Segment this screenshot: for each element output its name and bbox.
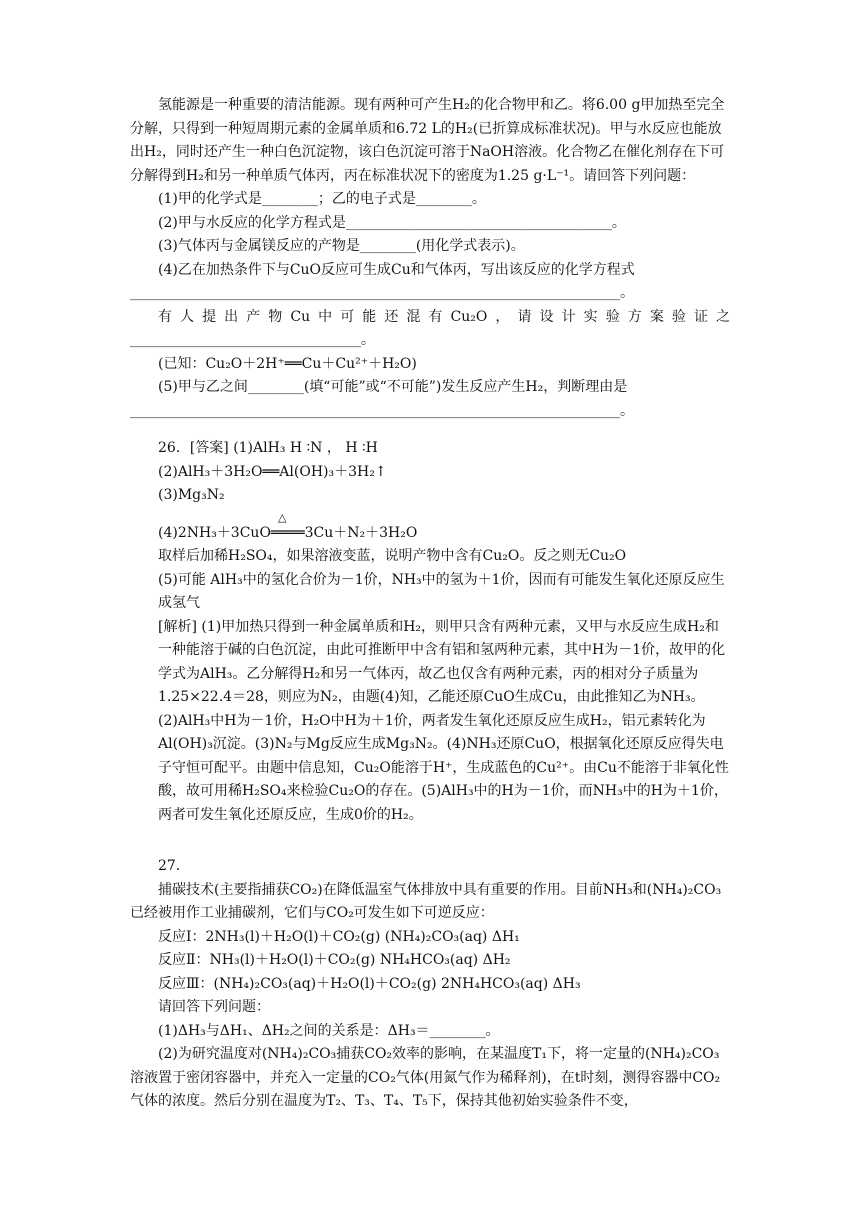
q27-reaction-1: 反应Ⅰ：2NH₃(l)＋H₂O(l)＋CO₂(g) (NH₄)₂CO₃(aq) ΔH₁: [158, 928, 520, 945]
q26-part4-known: (已知：Cu₂O＋2H⁺══Cu＋Cu²⁺＋H₂O): [158, 355, 417, 372]
q27-stem: 捕碳技术(主要指捕获CO₂)在降低温室气体排放中具有重要的作用。目前NH₃和(NH₄)₂CO₃已经被用作工业捕碳剂，它们与CO₂可发生如下可逆反应：: [130, 881, 722, 921]
q26-part3: (3)气体丙与金属镁反应的产物是________(用化学式表示)。: [158, 238, 525, 254]
q27-ask: 请回答下列问题：: [158, 999, 270, 1015]
q26-part4-blank2: _________________________________。: [130, 332, 375, 348]
q26-part4-blank: ______________________________________________________________________。: [130, 285, 634, 301]
q26-analysis: [解析] (1)甲加热只得到一种金属单质和H₂，则甲只含有两种元素，又甲与水反应生成H₂和一种能溶于碱的白色沉淀，由此可推断甲中含有铝和氢两种元素，其中H为－1价，故甲的化学式为AlH₃。乙分解得H₂和另一气体丙，故乙也仅含有两种元素，丙的相对分子质量为1.25×22.4＝28，则应为N₂，由题(4)知，乙能还原CuO生成Cu，由此推知乙为NH₃。(2)AlH₃中H为－1价，H₂O中H为＋1价，两者发生氧化还原反应生成H₂，铝元素转化为Al(OH)₃沉淀。(3)N₂与Mg反应生成Mg₃N₂。(4)NH₃还原CuO，根据氧化还原反应得失电子守恒可配平。由题中信息知，Cu₂O能溶于H⁺，生成蓝色的Cu²⁺。由Cu不能溶于非氧化性酸，故可用稀H₂SO₄来检验Cu₂O的存在。(5)AlH₃中的H为－1价，而NH₃中的H为＋1价，两者可发生氧化还原反应，生成0价的H₂。: [158, 618, 729, 823]
document-page: [130, 94, 730, 1114]
q26-part4: (4)乙在加热条件下与CuO反应可生成Cu和气体丙，写出该反应的化学方程式: [158, 261, 635, 278]
q27-number: 27．: [158, 858, 190, 874]
q26-answer-4-condition: [130, 508, 730, 522]
heat-symbol: △: [278, 510, 287, 524]
spacer: [130, 827, 730, 855]
q26-answer-3: (3)Mg₃N₂: [158, 487, 225, 503]
q26-part2: (2)甲与水反应的化学方程式是______________________________________。: [158, 214, 626, 231]
q26-part5: (5)甲与乙之间________(填“可能”或“不可能”)发生反应产生H₂，判断理由是: [158, 379, 628, 395]
q26-part1: (1)甲的化学式是________；乙的电子式是________。: [158, 191, 486, 207]
q26-answer-2: (2)AlH₃＋3H₂O══Al(OH)₃＋3H₂↑: [158, 463, 387, 480]
q26-answer-4: (4)2NH₃＋3CuO════3Cu＋N₂＋3H₂O: [158, 524, 418, 541]
spacer: [130, 423, 730, 437]
q26-answer-4b: 取样后加稀H₂SO₄，如果溶液变蓝，说明产物中含有Cu₂O。反之则无Cu₂O: [158, 548, 627, 564]
q26-answer-5: (5)可能 AlH₃中的氢化合价为－1价，NH₃中的氢为＋1价，因而有可能发生氧化还原反应生成氢气: [158, 571, 725, 611]
q26-part5-blank: ______________________________________________________________________。: [130, 402, 634, 419]
q27-reaction-3: 反应Ⅲ：(NH₄)₂CO₃(aq)＋H₂O(l)＋CO₂(g) 2NH₄HCO₃(aq) ΔH₃: [158, 975, 581, 992]
q27-reaction-2: 反应Ⅱ：NH₃(l)＋H₂O(l)＋CO₂(g) NH₄HCO₃(aq) ΔH₂: [158, 952, 511, 968]
q26-stem: 氢能源是一种重要的清洁能源。现有两种可产生H₂的化合物甲和乙。将6.00 g甲加热至完全分解，只得到一种短周期元素的金属单质和6.72 L的H₂(已折算成标准状况)。甲与水反应也能放出H₂，同时还产生一种白色沉淀物，该白色沉淀可溶于NaOH溶液。化合物乙在催化剂存在下可分解得到H₂和另一种单质气体丙，丙在标准状况下的密度为1.25 g·L⁻¹。请回答下列问题：: [130, 97, 725, 184]
q26-answer-head: 26．[答案] (1)AlH₃ H ∶N ， H ∶H: [158, 440, 378, 456]
q27-part2: (2)为研究温度对(NH₄)₂CO₃捕获CO₂效率的影响，在某温度T₁下，将一定量的(NH₄)₂CO₃溶液置于密闭容器中，并充入一定量的CO₂气体(用氮气作为稀释剂)，在t时刻，测得容器中CO₂气体的浓度。然后分别在温度为T₂、T₃、T₄、T₅下，保持其他初始实验条件不变，: [130, 1046, 721, 1109]
q26-part4-cu2o: 有人提出产物Cu中可能还混有Cu₂O，请设计实验方案验证之: [158, 308, 730, 325]
q27-part1: (1)ΔH₃与ΔH₁、ΔH₂之间的关系是：ΔH₃＝________。: [158, 1022, 500, 1039]
